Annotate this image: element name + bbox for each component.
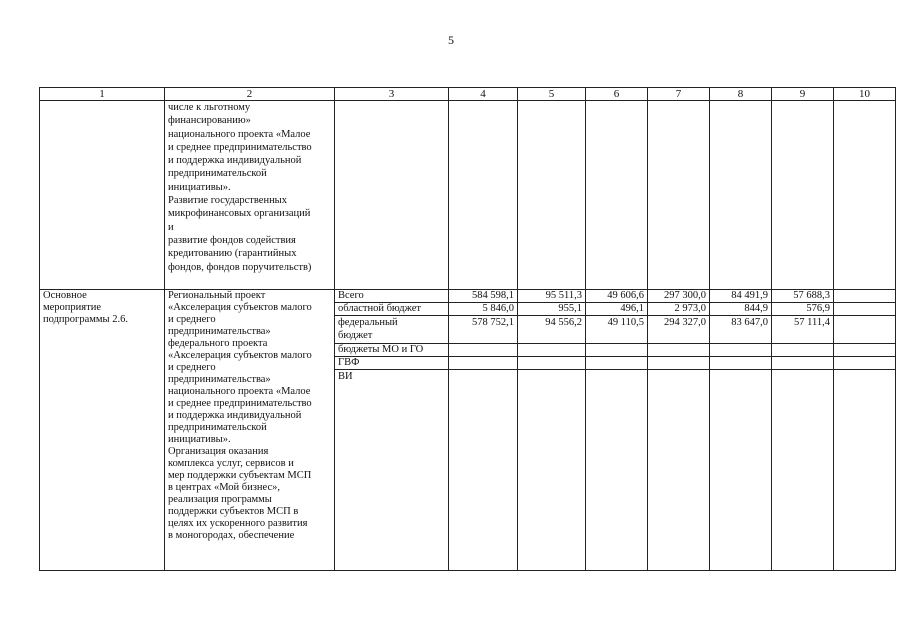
cell [648,101,710,290]
column-header: 8 [710,88,772,101]
value-cell: 496,1 [586,303,648,316]
value-cell [710,356,772,369]
value-cell: 95 511,3 [518,290,586,303]
value-cell [586,343,648,356]
value-cell [518,356,586,369]
value-cell [648,356,710,369]
value-cell: 2 973,0 [648,303,710,316]
column-header: 3 [335,88,449,101]
value-cell [772,369,834,570]
value-cell [834,316,896,344]
table-row [40,290,896,303]
value-cell [772,343,834,356]
value-cell: 57 688,3 [772,290,834,303]
value-cell: 84 491,9 [710,290,772,303]
value-cell [772,356,834,369]
column-header: 6 [586,88,648,101]
column-header: 2 [165,88,335,101]
value-cell [710,369,772,570]
funding-source: федеральный бюджет [335,316,449,344]
value-cell [834,369,896,570]
page-number: 5 [448,33,454,47]
financing-table [39,87,896,571]
value-cell: 49 606,6 [586,290,648,303]
value-cell [586,369,648,570]
column-header: 1 [40,88,165,101]
funding-source: бюджеты МО и ГО [335,343,449,356]
value-cell [449,343,518,356]
column-header: 9 [772,88,834,101]
value-cell: 584 598,1 [449,290,518,303]
value-cell: 955,1 [518,303,586,316]
value-cell [834,356,896,369]
continuation-description: числе к льготному финансированию» национального проекта «Малое и среднее предпринимательство и поддержка индивидуальной предпринимательской инициативы». Развитие государственных микрофинансовых организаций и развитие фондов содействия кредитованию (гарантийных фондов, фондов поручительств) [165,101,335,290]
activity-description: Региональный проект «Акселерация субъектов малого и среднего предпринимательства» федерального проекта «Акселерация субъектов малого и среднего предпринимательства» национального проекта «Малое и среднее предпринимательство и поддержка индивидуальной предпринимательской инициативы». Организация оказания комплекса услуг, сервисов и мер поддержки субъектам МСП в центрах «Мой бизнес», реализация программы поддержки субъектов МСП в целях их ускоренного развития в моногородах, обеспечение [165,290,335,571]
value-cell [710,343,772,356]
value-cell: 94 556,2 [518,316,586,344]
cell [772,101,834,290]
column-header: 7 [648,88,710,101]
value-cell [586,356,648,369]
value-cell: 83 647,0 [710,316,772,344]
activity-name: Основное мероприятие подпрограммы 2.6. [40,290,165,571]
value-cell [834,290,896,303]
value-cell: 294 327,0 [648,316,710,344]
cell [518,101,586,290]
funding-source: ВИ [335,369,449,570]
cell [40,101,165,290]
cell [834,101,896,290]
cell [449,101,518,290]
value-cell [834,343,896,356]
value-cell: 576,9 [772,303,834,316]
value-cell: 297 300,0 [648,290,710,303]
column-header: 4 [449,88,518,101]
value-cell: 578 752,1 [449,316,518,344]
funding-source: ГВФ [335,356,449,369]
value-cell [449,356,518,369]
cell [710,101,772,290]
cell [335,101,449,290]
column-header: 10 [834,88,896,101]
value-cell [449,369,518,570]
header-row [40,88,896,101]
value-cell [518,343,586,356]
funding-source: Всего [335,290,449,303]
value-cell [648,369,710,570]
value-cell: 5 846,0 [449,303,518,316]
column-header: 5 [518,88,586,101]
value-cell: 844,9 [710,303,772,316]
funding-source: областной бюджет [335,303,449,316]
value-cell: 49 110,5 [586,316,648,344]
value-cell [834,303,896,316]
cell [586,101,648,290]
value-cell [518,369,586,570]
continuation-row [40,101,896,290]
value-cell [648,343,710,356]
value-cell: 57 111,4 [772,316,834,344]
